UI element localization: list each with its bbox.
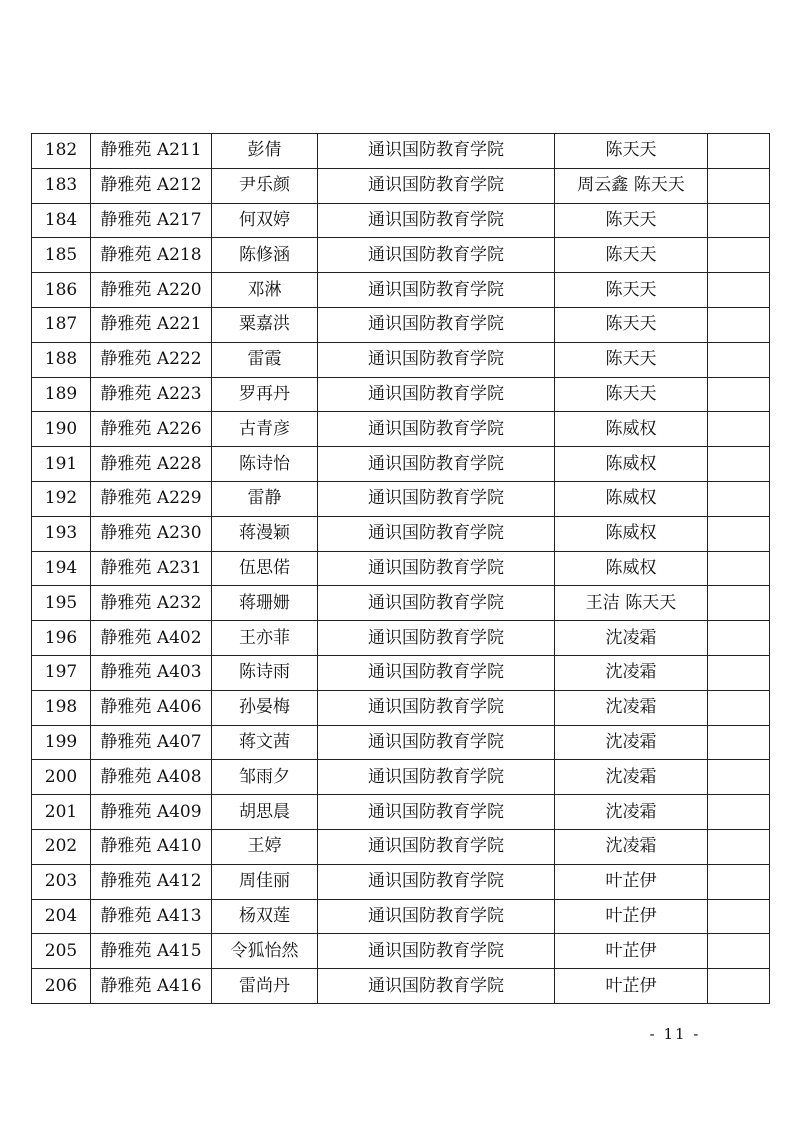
- table-row: [32, 412, 770, 447]
- student-name: 周佳丽: [212, 864, 318, 899]
- row-number: 190: [32, 412, 91, 447]
- note-cell: [708, 690, 770, 725]
- note-cell: [708, 655, 770, 690]
- note-cell: [708, 829, 770, 864]
- note-cell: [708, 864, 770, 899]
- note-cell: [708, 551, 770, 586]
- dorm-room: 静雅苑 A212: [91, 168, 212, 203]
- college-name: 通识国防教育学院: [318, 864, 555, 899]
- college-name: 通识国防教育学院: [318, 795, 555, 830]
- dorm-room: 静雅苑 A231: [91, 551, 212, 586]
- counselor-name: 王洁 陈天天: [555, 586, 708, 621]
- college-name: 通识国防教育学院: [318, 725, 555, 760]
- table-row: [32, 969, 770, 1004]
- counselor-name: 沈凌霜: [555, 621, 708, 656]
- student-name: 蒋文茜: [212, 725, 318, 760]
- student-name: 粟嘉洪: [212, 307, 318, 342]
- row-number: 197: [32, 655, 91, 690]
- table-row: [32, 551, 770, 586]
- note-cell: [708, 795, 770, 830]
- student-name: 杨双莲: [212, 899, 318, 934]
- table-row: [32, 864, 770, 899]
- dorm-room: 静雅苑 A412: [91, 864, 212, 899]
- table-row: [32, 760, 770, 795]
- row-number: 191: [32, 447, 91, 482]
- note-cell: [708, 377, 770, 412]
- college-name: 通识国防教育学院: [318, 447, 555, 482]
- row-number: 205: [32, 934, 91, 969]
- college-name: 通识国防教育学院: [318, 551, 555, 586]
- student-name: 邹雨夕: [212, 760, 318, 795]
- student-name: 古青彦: [212, 412, 318, 447]
- counselor-name: 沈凌霜: [555, 760, 708, 795]
- row-number: 206: [32, 969, 91, 1004]
- dorm-room: 静雅苑 A222: [91, 342, 212, 377]
- college-name: 通识国防教育学院: [318, 273, 555, 308]
- dorm-room: 静雅苑 A223: [91, 377, 212, 412]
- table-row: [32, 203, 770, 238]
- table-row: [32, 934, 770, 969]
- counselor-name: 陈天天: [555, 377, 708, 412]
- student-name: 胡思晨: [212, 795, 318, 830]
- table-row: [32, 621, 770, 656]
- note-cell: [708, 273, 770, 308]
- college-name: 通识国防教育学院: [318, 621, 555, 656]
- table-row: [32, 481, 770, 516]
- dorm-room: 静雅苑 A402: [91, 621, 212, 656]
- student-name: 王婷: [212, 829, 318, 864]
- dorm-room: 静雅苑 A217: [91, 203, 212, 238]
- note-cell: [708, 412, 770, 447]
- counselor-name: 沈凌霜: [555, 829, 708, 864]
- student-name: 陈诗怡: [212, 447, 318, 482]
- row-number: 196: [32, 621, 91, 656]
- dorm-room: 静雅苑 A232: [91, 586, 212, 621]
- dorm-room: 静雅苑 A220: [91, 273, 212, 308]
- table-row: [32, 829, 770, 864]
- row-number: 185: [32, 238, 91, 273]
- dorm-room: 静雅苑 A415: [91, 934, 212, 969]
- roster-table-body: [32, 134, 770, 1004]
- row-number: 189: [32, 377, 91, 412]
- row-number: 192: [32, 481, 91, 516]
- note-cell: [708, 134, 770, 169]
- counselor-name: 陈天天: [555, 342, 708, 377]
- note-cell: [708, 447, 770, 482]
- counselor-name: 陈天天: [555, 307, 708, 342]
- student-name: 陈诗雨: [212, 655, 318, 690]
- student-name: 孙晏梅: [212, 690, 318, 725]
- note-cell: [708, 342, 770, 377]
- note-cell: [708, 586, 770, 621]
- student-name: 雷尚丹: [212, 969, 318, 1004]
- note-cell: [708, 621, 770, 656]
- dormitory-roster-table: [31, 133, 770, 1004]
- note-cell: [708, 969, 770, 1004]
- student-name: 蒋珊姗: [212, 586, 318, 621]
- college-name: 通识国防教育学院: [318, 168, 555, 203]
- note-cell: [708, 238, 770, 273]
- counselor-name: 陈天天: [555, 273, 708, 308]
- dorm-room: 静雅苑 A221: [91, 307, 212, 342]
- table-row: [32, 899, 770, 934]
- counselor-name: 叶芷伊: [555, 864, 708, 899]
- counselor-name: 叶芷伊: [555, 969, 708, 1004]
- college-name: 通识国防教育学院: [318, 238, 555, 273]
- college-name: 通识国防教育学院: [318, 412, 555, 447]
- row-number: 202: [32, 829, 91, 864]
- table-row: [32, 795, 770, 830]
- dorm-room: 静雅苑 A410: [91, 829, 212, 864]
- college-name: 通识国防教育学院: [318, 969, 555, 1004]
- dorm-room: 静雅苑 A230: [91, 516, 212, 551]
- row-number: 184: [32, 203, 91, 238]
- row-number: 188: [32, 342, 91, 377]
- college-name: 通识国防教育学院: [318, 690, 555, 725]
- student-name: 雷静: [212, 481, 318, 516]
- table-row: [32, 238, 770, 273]
- counselor-name: 陈威权: [555, 481, 708, 516]
- dorm-room: 静雅苑 A416: [91, 969, 212, 1004]
- dorm-room: 静雅苑 A406: [91, 690, 212, 725]
- college-name: 通识国防教育学院: [318, 481, 555, 516]
- counselor-name: 陈威权: [555, 447, 708, 482]
- dorm-room: 静雅苑 A407: [91, 725, 212, 760]
- counselor-name: 沈凌霜: [555, 690, 708, 725]
- table-row: [32, 447, 770, 482]
- note-cell: [708, 899, 770, 934]
- table-row: [32, 273, 770, 308]
- row-number: 203: [32, 864, 91, 899]
- row-number: 186: [32, 273, 91, 308]
- college-name: 通识国防教育学院: [318, 377, 555, 412]
- counselor-name: 周云鑫 陈天天: [555, 168, 708, 203]
- dorm-room: 静雅苑 A409: [91, 795, 212, 830]
- row-number: 200: [32, 760, 91, 795]
- college-name: 通识国防教育学院: [318, 829, 555, 864]
- table-row: [32, 516, 770, 551]
- dorm-room: 静雅苑 A228: [91, 447, 212, 482]
- dorm-room: 静雅苑 A229: [91, 481, 212, 516]
- row-number: 201: [32, 795, 91, 830]
- college-name: 通识国防教育学院: [318, 307, 555, 342]
- student-name: 尹乐颜: [212, 168, 318, 203]
- row-number: 194: [32, 551, 91, 586]
- student-name: 邓淋: [212, 273, 318, 308]
- table-row: [32, 690, 770, 725]
- row-number: 182: [32, 134, 91, 169]
- student-name: 雷霞: [212, 342, 318, 377]
- note-cell: [708, 725, 770, 760]
- row-number: 198: [32, 690, 91, 725]
- college-name: 通识国防教育学院: [318, 586, 555, 621]
- row-number: 187: [32, 307, 91, 342]
- note-cell: [708, 516, 770, 551]
- college-name: 通识国防教育学院: [318, 934, 555, 969]
- dorm-room: 静雅苑 A211: [91, 134, 212, 169]
- college-name: 通识国防教育学院: [318, 134, 555, 169]
- student-name: 彭倩: [212, 134, 318, 169]
- note-cell: [708, 307, 770, 342]
- counselor-name: 叶芷伊: [555, 934, 708, 969]
- counselor-name: 陈威权: [555, 516, 708, 551]
- student-name: 伍思偌: [212, 551, 318, 586]
- table-row: [32, 655, 770, 690]
- table-row: [32, 168, 770, 203]
- student-name: 王亦菲: [212, 621, 318, 656]
- note-cell: [708, 760, 770, 795]
- college-name: 通识国防教育学院: [318, 342, 555, 377]
- table-row: [32, 725, 770, 760]
- counselor-name: 陈天天: [555, 238, 708, 273]
- college-name: 通识国防教育学院: [318, 516, 555, 551]
- table-row: [32, 586, 770, 621]
- college-name: 通识国防教育学院: [318, 899, 555, 934]
- student-name: 蒋漫颖: [212, 516, 318, 551]
- student-name: 罗再丹: [212, 377, 318, 412]
- row-number: 195: [32, 586, 91, 621]
- student-name: 令狐怡然: [212, 934, 318, 969]
- student-name: 何双婷: [212, 203, 318, 238]
- counselor-name: 沈凌霜: [555, 655, 708, 690]
- counselor-name: 沈凌霜: [555, 725, 708, 760]
- counselor-name: 陈威权: [555, 412, 708, 447]
- page-number: - 11 -: [649, 1025, 701, 1043]
- student-name: 陈修涵: [212, 238, 318, 273]
- counselor-name: 沈凌霜: [555, 795, 708, 830]
- counselor-name: 陈天天: [555, 134, 708, 169]
- note-cell: [708, 203, 770, 238]
- note-cell: [708, 481, 770, 516]
- table-row: [32, 342, 770, 377]
- counselor-name: 陈天天: [555, 203, 708, 238]
- table-row: [32, 134, 770, 169]
- dorm-room: 静雅苑 A226: [91, 412, 212, 447]
- college-name: 通识国防教育学院: [318, 655, 555, 690]
- counselor-name: 叶芷伊: [555, 899, 708, 934]
- college-name: 通识国防教育学院: [318, 760, 555, 795]
- note-cell: [708, 934, 770, 969]
- dorm-room: 静雅苑 A218: [91, 238, 212, 273]
- dorm-room: 静雅苑 A408: [91, 760, 212, 795]
- row-number: 204: [32, 899, 91, 934]
- row-number: 183: [32, 168, 91, 203]
- table-row: [32, 377, 770, 412]
- row-number: 199: [32, 725, 91, 760]
- college-name: 通识国防教育学院: [318, 203, 555, 238]
- row-number: 193: [32, 516, 91, 551]
- note-cell: [708, 168, 770, 203]
- dorm-room: 静雅苑 A403: [91, 655, 212, 690]
- counselor-name: 陈威权: [555, 551, 708, 586]
- table-row: [32, 307, 770, 342]
- dorm-room: 静雅苑 A413: [91, 899, 212, 934]
